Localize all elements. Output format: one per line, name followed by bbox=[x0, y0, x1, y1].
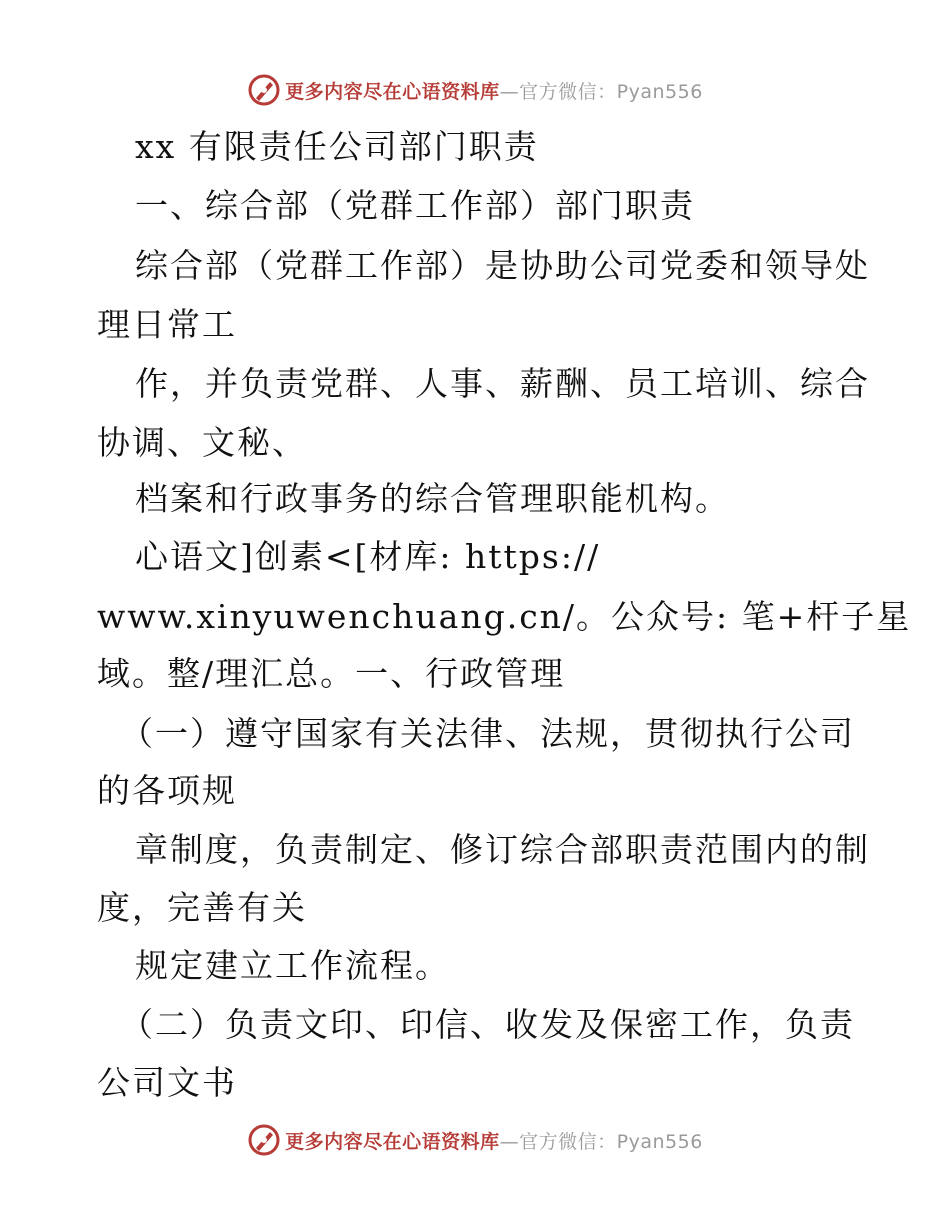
header-watermark-banner bbox=[0, 70, 950, 110]
banner-sub-text: —官方微信：Pyan556 bbox=[499, 1130, 703, 1153]
paragraph-line: 作，并负责党群、人事、薪酬、员工培训、综合 bbox=[135, 364, 870, 403]
paragraph-line: 的各项规 bbox=[97, 771, 237, 810]
paragraph-line: 公司文书 bbox=[97, 1063, 237, 1102]
paragraph-line: 规定建立工作流程。 bbox=[135, 946, 450, 985]
document-title: xx 有限责任公司部门职责 bbox=[135, 127, 539, 166]
section-heading: 一、综合部（党群工作部）部门职责 bbox=[135, 186, 695, 225]
paragraph-line: 域。整/理汇总。一、行政管理 bbox=[97, 654, 566, 693]
paragraph-line: 度，完善有关 bbox=[97, 888, 307, 927]
footer-watermark-banner bbox=[0, 1120, 950, 1160]
brand-logo-icon bbox=[247, 1123, 281, 1157]
paragraph-line: www.xinyuwenchuang.cn/。公众号: 笔+杆子星 bbox=[97, 597, 912, 636]
paragraph-line: 协调、文秘、 bbox=[97, 423, 307, 462]
brand-logo-icon bbox=[247, 73, 281, 107]
paragraph-line: （一）遵守国家有关法律、法规，贯彻执行公司 bbox=[120, 714, 855, 753]
banner-sub-text: —官方微信：Pyan556 bbox=[499, 80, 703, 103]
paragraph-line: 档案和行政事务的综合管理职能机构。 bbox=[135, 479, 730, 518]
banner-main-text: 更多内容尽在心语资料库 bbox=[285, 1130, 500, 1153]
banner-main-text: 更多内容尽在心语资料库 bbox=[285, 80, 500, 103]
paragraph-line: 章制度，负责制定、修订综合部职责范围内的制 bbox=[135, 830, 870, 869]
paragraph-line: 理日常工 bbox=[97, 305, 237, 344]
paragraph-line: 心语文]创素<[材库: https:// bbox=[135, 537, 601, 576]
paragraph-line: （二）负责文印、印信、收发及保密工作，负责 bbox=[120, 1005, 855, 1044]
paragraph-line: 综合部（党群工作部）是协助公司党委和领导处 bbox=[135, 246, 870, 285]
